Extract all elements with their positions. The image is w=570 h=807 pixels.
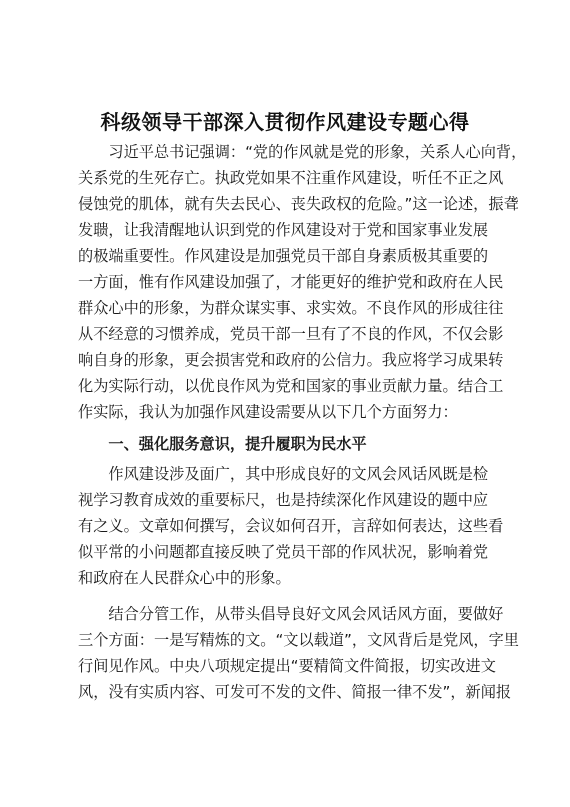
body-line: 有之义。文章如何撰写，会议如何召开，言辞如何表达，这些看: [78, 517, 504, 535]
body-line: 和政府在人民群众心中的形象。: [78, 569, 291, 587]
body-line: 化为实际行动，以优良作风为党和国家的事业贡献力量。结合工: [78, 377, 504, 395]
body-line: 的极端重要性。作风建设是加强党员干部自身素质极其重要的: [78, 247, 489, 265]
body-line: 关系党的生死存亡。执政党如果不注重作风建设，听任不正之风: [78, 169, 504, 187]
body-line: 三个方面：一是写精炼的文。“文以载道”，文风背后是党风，字里: [78, 631, 519, 649]
body-line: 响自身的形象，更会损害党和政府的公信力。我应将学习成果转: [78, 351, 504, 369]
body-line: 作风建设涉及面广，其中形成良好的文风会风话风既是检: [78, 465, 489, 483]
page-bottom-margin: [78, 786, 498, 800]
body-line: 发聩，让我清醒地认识到党的作风建设对于党和国家事业发展: [78, 221, 489, 239]
body-line: 似平常的小问题都直接反映了党员干部的作风状况，影响着党: [78, 543, 489, 561]
document-title: 科级领导干部深入贯彻作风建设专题心得: [100, 110, 470, 134]
body-line: 视学习教育成效的重要标尺，也是持续深化作风建设的题中应: [78, 491, 489, 509]
body-line: 群众心中的形象，为群众谋实事、求实效。不良作风的形成往往: [78, 299, 504, 317]
body-line: 行间见作风。中央八项规定提出“要精简文件简报，切实改进文: [78, 657, 496, 675]
body-line: 风，没有实质内容、可发可不发的文件、简报一律不发”，新闻报: [78, 683, 512, 701]
body-line: 一方面，惟有作风建设加强了，才能更好的维护党和政府在人民: [78, 273, 504, 291]
body-line: 侵蚀党的肌体，就有失去民心、丧失政权的危险。”这一论述，振聋: [78, 195, 519, 213]
body-line: 从不经意的习惯养成，党员干部一旦有了不良的作风，不仅会影: [78, 325, 504, 343]
section-heading: 一、强化服务意识，提升履职为民水平: [78, 435, 367, 453]
body-line: 结合分管工作，从带头倡导良好文风会风话风方面，要做好: [78, 605, 504, 623]
body-line: 习近平总书记强调：“党的作风就是党的形象，关系人心向背，: [78, 143, 527, 161]
body-line: 作实际，我认为加强作风建设需要从以下几个方面努力：: [78, 403, 458, 421]
